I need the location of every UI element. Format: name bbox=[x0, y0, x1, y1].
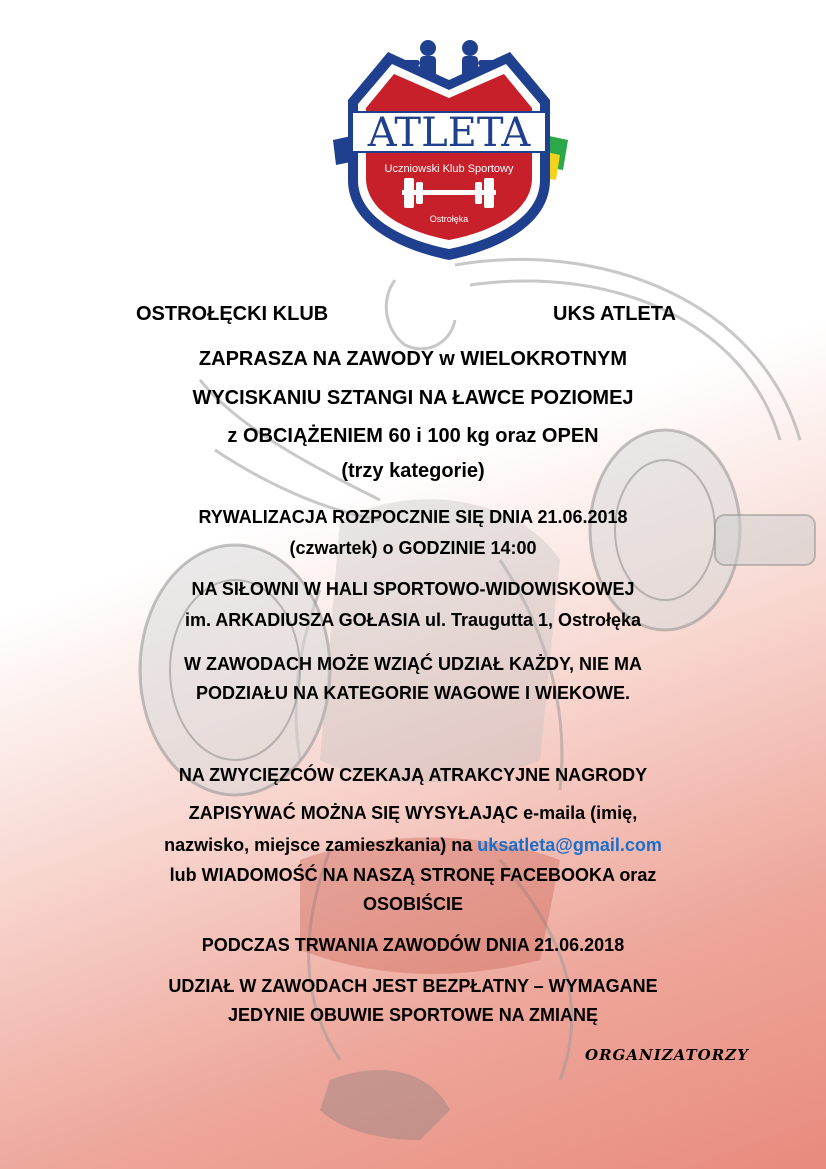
invite-line-4: (trzy kategorie) bbox=[341, 460, 485, 482]
fee-line-1: UDZIAŁ W ZAWODACH JEST BEZPŁATNY – WYMAGANE bbox=[168, 976, 658, 996]
eligibility-line-1: W ZAWODACH MOŻE WZIĄĆ UDZIAŁ KAŻDY, NIE MA bbox=[184, 654, 642, 674]
logo-name-text: ATLETA bbox=[367, 110, 531, 156]
logo-city-text: Ostrołęka bbox=[429, 214, 469, 224]
start-line-1: RYWALIZACJA ROZPOCZNIE SIĘ DNIA 21.06.2018 bbox=[198, 507, 628, 527]
logo-subtitle-text: Uczniowski Klub Sportowy bbox=[384, 163, 514, 175]
signup-line-2-text: nazwisko, miejsce zamieszkania) na bbox=[164, 835, 478, 855]
signup-line-1: ZAPISYWAĆ MOŻNA SIĘ WYSYŁAJĄC e-maila (imię, bbox=[188, 803, 638, 823]
venue-line-2: im. ARKADIUSZA GOŁASIA ul. Traugutta 1, Ostrołęka bbox=[184, 610, 642, 630]
fee-line-2: JEDYNIE OBUWIE SPORTOWE NA ZMIANĘ bbox=[227, 1005, 599, 1025]
signup-line-3: lub WIADOMOŚĆ NA NASZĄ STRONĘ FACEBOOKA oraz bbox=[169, 865, 657, 885]
header-club-right: UKS ATLETA bbox=[553, 303, 676, 325]
organizers-signature: ORGANIZATORZY bbox=[585, 1046, 749, 1064]
invite-line-2: WYCISKANIU SZTANGI NA ŁAWCE POZIOMEJ bbox=[192, 387, 634, 409]
invite-line-1: ZAPRASZA NA ZAWODY w WIELOKROTNYM bbox=[198, 348, 628, 370]
venue-line-1: NA SIŁOWNI W HALI SPORTOWO-WIDOWISKOWEJ bbox=[191, 579, 635, 599]
eligibility-line-2: PODZIAŁU NA KATEGORIE WAGOWE I WIEKOWE. bbox=[196, 683, 630, 703]
header-club-left: OSTROŁĘCKI KLUB bbox=[136, 303, 329, 325]
signup-email-link[interactable]: uksatleta@gmail.com bbox=[477, 835, 662, 855]
signup-line-2 bbox=[40, 834, 786, 856]
during-line: PODCZAS TRWANIA ZAWODÓW DNIA 21.06.2018 bbox=[201, 935, 625, 955]
invite-line-3: z OBCIĄŻENIEM 60 i 100 kg oraz OPEN bbox=[227, 425, 599, 447]
signup-line-4: OSOBIŚCIE bbox=[362, 894, 464, 914]
prizes-line: NA ZWYCIĘZCÓW CZEKAJĄ ATRAKCYJNE NAGRODY bbox=[178, 765, 648, 785]
start-line-2: (czwartek) o GODZINIE 14:00 bbox=[289, 538, 537, 558]
